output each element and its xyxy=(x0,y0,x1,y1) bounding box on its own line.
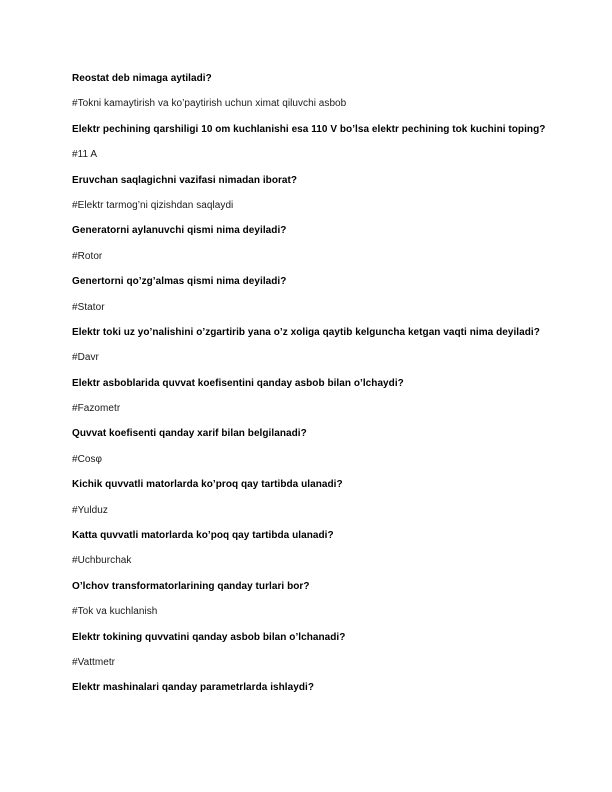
question-text: Elektr mashinalari qanday parametrlarda ishlaydi? xyxy=(72,682,314,694)
answer-text: #Elektr tarmog’ni qizishdan saqlaydi xyxy=(72,199,234,211)
question-text: Genertorni qo’zg’almas qismi nima deyiladi? xyxy=(72,276,287,288)
question-text: Reostat deb nimaga aytiladi? xyxy=(72,73,212,84)
answer-text: #Tok va kuchlanish xyxy=(72,606,158,618)
question-text: O’lchov transformatorlarining qanday turlari bor? xyxy=(72,580,310,592)
answer-text: #Stator xyxy=(72,301,105,313)
question-text: Elektr asboblarida quvvat koefisentini qanday asbob bilan o’lchaydi? xyxy=(72,377,404,389)
answer-text: #Fazometr xyxy=(72,403,121,415)
answer-text: #Davr xyxy=(72,352,99,364)
answer-text: #Uchburchak xyxy=(72,555,132,567)
answer-text: #11 A xyxy=(72,149,98,161)
answer-text: #Yulduz xyxy=(72,504,108,516)
question-text: Generatorni aylanuvchi qismi nima deyiladi? xyxy=(72,225,287,237)
question-answer-list xyxy=(72,71,552,706)
question-text: Eruvchan saqlagichni vazifasi nimadan iborat? xyxy=(72,174,298,186)
question-text: Elektr tokining quvvatini qanday asbob bilan o’lchanadi? xyxy=(72,631,346,643)
answer-text: #Tokni kamaytirish va ko’paytirish uchun ximat qiluvchi asbob xyxy=(72,98,347,110)
question-text: Elektr pechining qarshiligi 10 om kuchlanishi esa 110 V bo’lsa elektr pechining tok kuchini toping? xyxy=(72,123,546,135)
question-text: Elektr toki uz yo’nalishini o’zgartirib yana o’z xoliga qaytib kelguncha ketgan vaqti nima deyiladi? xyxy=(72,326,540,338)
answer-text: #Rotor xyxy=(72,250,103,262)
answer-text: #Vattmetr xyxy=(72,656,116,668)
question-text: Katta quvvatli matorlarda ko’poq qay tartibda ulanadi? xyxy=(72,530,334,542)
question-text: Kichik quvvatli matorlarda ko’proq qay tartibda ulanadi? xyxy=(72,479,343,491)
answer-text: #Cosφ xyxy=(72,453,103,465)
question-text: Quvvat koefisenti qanday xarif bilan belgilanadi? xyxy=(72,428,307,440)
